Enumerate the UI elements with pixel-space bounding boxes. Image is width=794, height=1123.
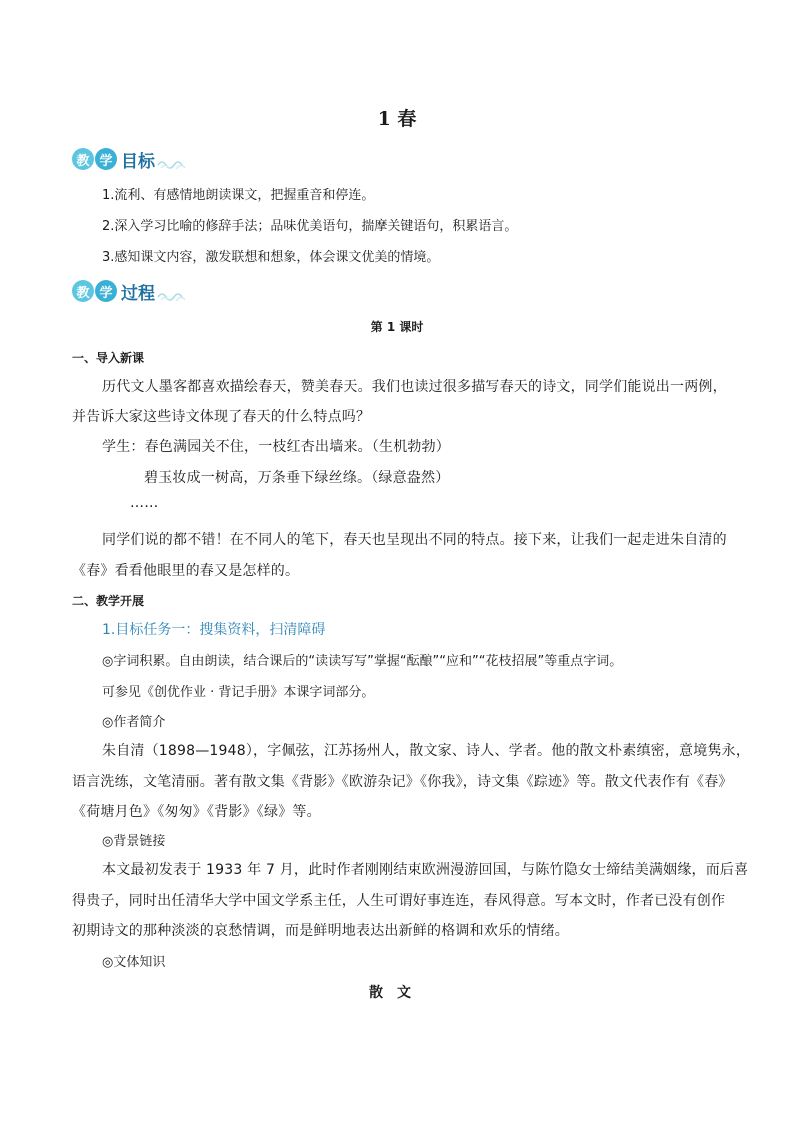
subsection-heading: ◎作者简介 <box>102 715 166 730</box>
paragraph-line: 同学们说的都不错！在不同人的笔下，春天也呈现出不同的特点。接下来，让我们一起走进朱自清的 <box>102 532 727 548</box>
goal-item: 2.深入学习比喻的修辞手法；品味优美语句，揣摩关键语句，积累语言。 <box>102 219 518 234</box>
genre-title: 散文 <box>369 985 425 1001</box>
page-title: 1 春 <box>377 108 417 130</box>
paragraph-line: 本文最初发表于 1933 年 7 月，此时作者刚刚结束欧洲漫游回国，与陈竹隐女士缔结美满姻缘，而后喜 <box>102 862 749 878</box>
section-header-process <box>72 278 187 304</box>
paragraph-line: 历代文人墨客都喜欢描绘春天，赞美春天。我们也读过很多描写春天的诗文，同学们能说出一两例， <box>102 379 727 395</box>
paragraph-line: 并告诉大家这些诗文体现了春天的什么特点吗？ <box>72 409 371 425</box>
subsection-heading: ◎文体知识 <box>102 955 166 970</box>
cloud-wave-icon <box>157 289 187 301</box>
ellipsis: …… <box>130 495 159 511</box>
paragraph-line: 得贵子，同时出任清华大学中国文学系主任，人生可谓好事连连，春风得意。写本文时，作者已没有创作 <box>72 893 726 909</box>
section-title: 目标 <box>121 151 155 172</box>
goal-item: 1.流利、有感情地朗读课文，把握重音和停连。 <box>102 188 375 203</box>
paragraph-line: 语言洗练，文笔清丽。著有散文集《背影》《欧游杂记》《你我》，诗文集《踪迹》等。散文代表作有《春》 <box>72 774 733 790</box>
paragraph-line: 可参见《创优作业 · 背记手册》本课字词部分。 <box>102 685 375 700</box>
student-answer: 学生：春色满园关不住，一枝红杏出墙来。（生机勃勃） <box>102 439 450 455</box>
paragraph-line: 《春》看看他眼里的春又是怎样的。 <box>72 563 300 579</box>
goal-item: 3.感知课文内容，激发联想和想象，体会课文优美的情境。 <box>102 250 440 265</box>
section-header-goals <box>72 146 187 172</box>
paragraph-line: 初期诗文的那种淡淡的哀愁情调，而是鲜明地表达出新鲜的格调和欢乐的情绪。 <box>72 923 569 939</box>
lesson-label: 第 1 课时 <box>370 320 424 334</box>
student-answer: 碧玉妆成一树高，万条垂下绿丝绦。（绿意盎然） <box>144 470 450 486</box>
part-heading: 一、导入新课 <box>72 351 145 365</box>
section-badge: 教 <box>72 148 94 170</box>
section-badge: 教 <box>72 280 94 302</box>
section-badge: 学 <box>95 280 117 302</box>
section-title: 过程 <box>121 283 155 304</box>
task-heading: 1.目标任务一：搜集资料，扫清障碍 <box>102 622 326 638</box>
part-heading: 二、教学开展 <box>72 594 145 608</box>
paragraph-line: 《荷塘月色》《匆匆》《背影》《绿》等。 <box>72 804 321 820</box>
paragraph-line: ◎字词积累。自由朗读，结合课后的“读读写写”掌握“酝酿”“应和”“花枝招展”等重点字词。 <box>102 654 623 669</box>
cloud-wave-icon <box>157 157 187 169</box>
section-badge: 学 <box>95 148 117 170</box>
paragraph-line: 朱自清（1898—1948），字佩弦，江苏扬州人，散文家、诗人、学者。他的散文朴素缜密，意境隽永， <box>102 743 751 759</box>
subsection-heading: ◎背景链接 <box>102 834 166 849</box>
